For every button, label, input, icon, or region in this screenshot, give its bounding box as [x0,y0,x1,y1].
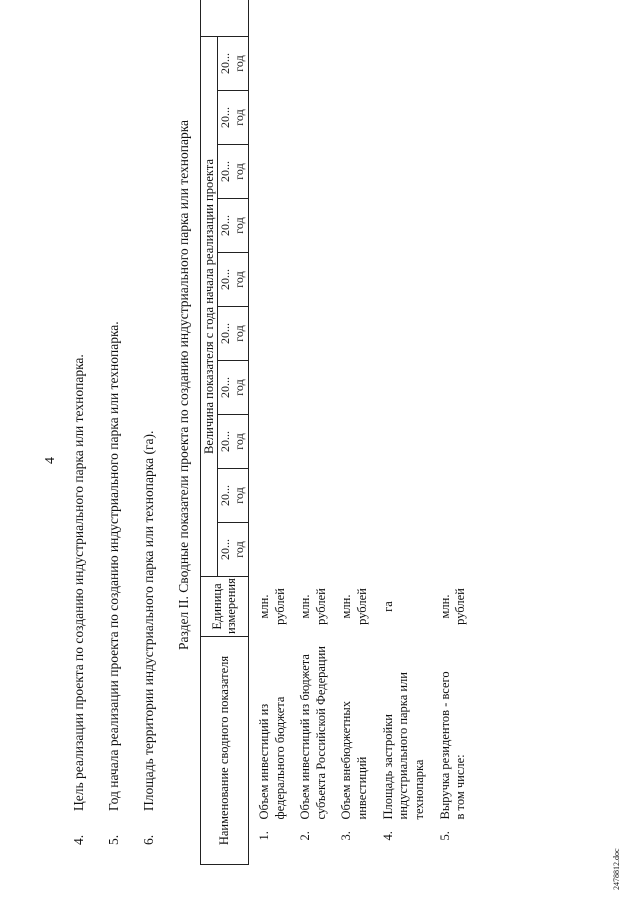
year-header: 20... год [218,37,249,91]
year-header: 20... год [218,91,249,145]
table-row [298,0,339,865]
section-title: Раздел II. Сводные показатели проекта по созданию индустриального парка или технопарка [176,119,191,650]
year-header: 20... год [218,199,249,253]
row-name: Объем инвестиций из бюджета субъекта Российской Федерации [298,646,328,820]
header-indicator-name: Наименование сводного показателя [201,637,249,865]
row-name: Площадь застройки индустриального парка или технопарка [380,672,426,820]
row-unit: млн. рублей [298,588,328,625]
table-row [339,0,380,865]
row-number: 2. [298,831,313,841]
row-unit: млн. рублей [339,588,370,625]
year-header: 20... год [218,307,249,361]
indicators-table [200,0,479,865]
year-header: 20... год [218,361,249,415]
start-year-text: Год начала реализации проекта по созданию индустриального парка или технопарка. [106,321,121,811]
start-year-item [106,321,122,845]
row-number: 3. [339,831,354,841]
year-header: 20... год [218,469,249,523]
header-filler [201,0,249,37]
goal-item [71,354,87,845]
page-number: 4 [43,457,58,464]
start-year-number: 5. [106,834,121,845]
year-header: 20... год [218,253,249,307]
year-header: 20... год [218,145,249,199]
header-values: Величина показателя с года начала реализации проекта [201,37,218,577]
table-row [248,0,298,865]
goal-number: 4. [71,834,86,845]
goal-text: Цель реализации проекта по созданию индустриального парка или технопарка. [71,354,86,811]
year-header: 20... год [218,523,249,577]
row-unit: млн. рублей [437,588,468,625]
area-text: Площадь территории индустриального парка или технопарка (га). [141,430,156,811]
row-unit: млн. рублей [256,588,287,625]
file-reference: 2478812.doc [612,848,621,890]
row-name: Объем внебюджетных инвестиций [339,700,370,820]
row-number: 1. [256,831,271,841]
row-unit: га [380,601,395,612]
table-row [381,0,438,865]
row-name: Выручка резидентов - всего в том числе: [437,671,468,820]
row-name: Объем инвестиций из федерального бюджета [256,696,287,820]
header-unit: Единица измерения [201,577,249,637]
year-header: 20... год [218,415,249,469]
area-number: 6. [141,834,156,845]
table-row [438,0,479,865]
area-item [141,431,157,845]
row-number: 5. [437,831,452,841]
row-number: 4. [380,831,395,841]
